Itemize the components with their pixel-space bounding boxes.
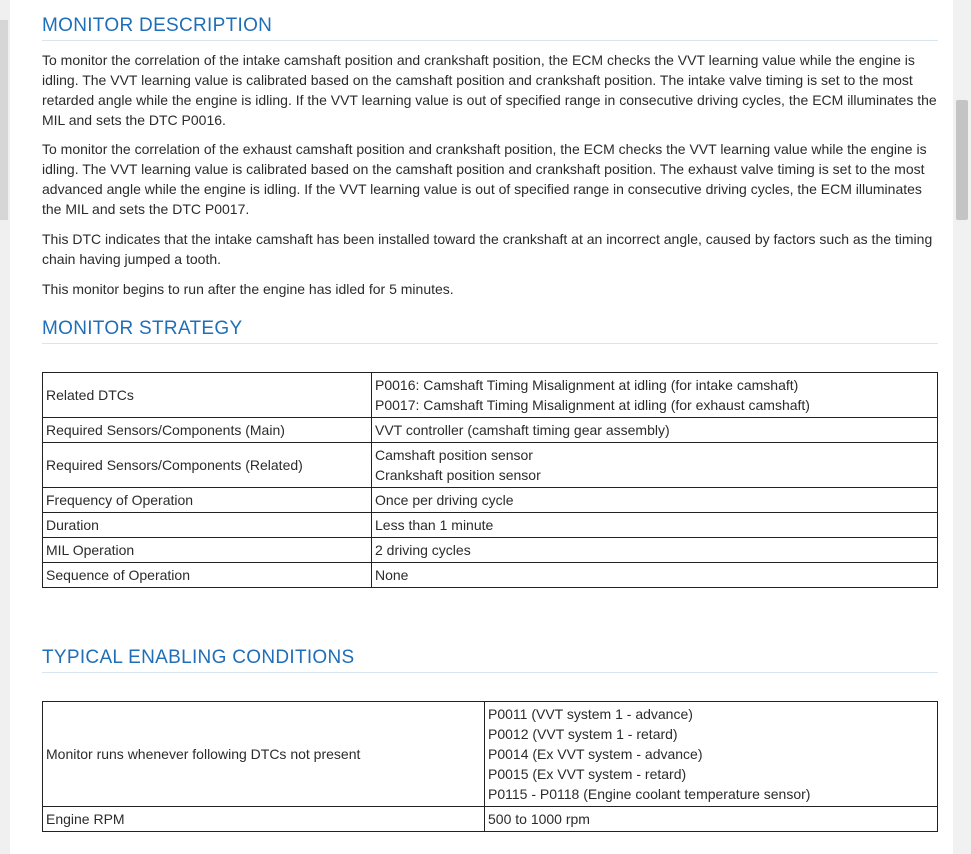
left-panel-bar	[0, 20, 8, 220]
value-line: P0012 (VVT system 1 - retard)	[488, 726, 678, 742]
value-line: P0014 (Ex VVT system - advance)	[488, 746, 703, 762]
table-row	[43, 418, 938, 443]
table-row	[43, 702, 938, 807]
table-row	[43, 373, 938, 418]
row-value	[485, 702, 938, 807]
table-row	[43, 513, 938, 538]
row-label: Required Sensors/Components (Main)	[43, 418, 372, 443]
monitor-strategy-heading: MONITOR STRATEGY	[42, 318, 938, 344]
row-label: Frequency of Operation	[43, 488, 372, 513]
description-paragraph-2: To monitor the correlation of the exhaust camshaft position and crankshaft position, the ECM checks the VVT learning value while the engine is idling. The VVT learning value is calibrated based on the camshaft position and crankshaft position. The exhaust valve timing is set to the most advanced angle while the engine is idling. If the VVT learning value is out of specified range in consecutive driving cycles, the ECM illuminates the MIL and sets the DTC P0017.	[42, 141, 927, 217]
row-value: Once per driving cycle	[372, 488, 938, 513]
monitor-description-heading: MONITOR DESCRIPTION	[42, 15, 938, 41]
description-paragraph-1: To monitor the correlation of the intake camshaft position and crankshaft position, the ECM checks the VVT learning value while the engine is idling. The VVT learning value is calibrated based on the camshaft position and crankshaft position. The intake valve timing is set to the most retarded angle while the engine is idling. If the VVT learning value is out of specified range in consecutive driving cycles, the ECM illuminates the MIL and sets the DTC P0016.	[42, 52, 937, 128]
row-value	[372, 373, 938, 418]
value-line: Camshaft position sensor	[375, 447, 533, 463]
row-label: Related DTCs	[43, 373, 372, 418]
row-value: 500 to 1000 rpm	[485, 807, 938, 832]
vertical-scrollbar[interactable]	[953, 0, 971, 854]
enabling-conditions-table	[42, 701, 938, 832]
row-label: Duration	[43, 513, 372, 538]
row-value	[372, 443, 938, 488]
value-line: P0115 - P0118 (Engine coolant temperature sensor)	[488, 786, 811, 802]
table-row	[43, 488, 938, 513]
row-label: Sequence of Operation	[43, 563, 372, 588]
description-paragraph-3: This DTC indicates that the intake camshaft has been installed toward the crankshaft at an incorrect angle, caused by factors such as the timing chain having jumped a tooth.	[42, 231, 933, 267]
typical-enabling-conditions-heading: TYPICAL ENABLING CONDITIONS	[42, 647, 938, 673]
value-line: P0017: Camshaft Timing Misalignment at idling (for exhaust camshaft)	[375, 397, 810, 413]
row-value: VVT controller (camshaft timing gear assembly)	[372, 418, 938, 443]
left-panel-edge	[0, 0, 10, 854]
scrollbar-thumb[interactable]	[956, 100, 968, 220]
row-value: Less than 1 minute	[372, 513, 938, 538]
row-label: Monitor runs whenever following DTCs not present	[43, 702, 485, 807]
value-line: P0015 (Ex VVT system - retard)	[488, 766, 687, 782]
description-paragraph-4: This monitor begins to run after the engine has idled for 5 minutes.	[42, 281, 454, 297]
table-row	[43, 443, 938, 488]
row-value: None	[372, 563, 938, 588]
table-row	[43, 807, 938, 832]
value-line: P0016: Camshaft Timing Misalignment at idling (for intake camshaft)	[375, 377, 799, 393]
row-label: Engine RPM	[43, 807, 485, 832]
table-row	[43, 563, 938, 588]
table-row	[43, 538, 938, 563]
row-value: 2 driving cycles	[372, 538, 938, 563]
row-label: Required Sensors/Components (Related)	[43, 443, 372, 488]
value-line: P0011 (VVT system 1 - advance)	[488, 706, 693, 722]
value-line: Crankshaft position sensor	[375, 467, 541, 483]
row-label: MIL Operation	[43, 538, 372, 563]
monitor-strategy-table	[42, 372, 938, 588]
